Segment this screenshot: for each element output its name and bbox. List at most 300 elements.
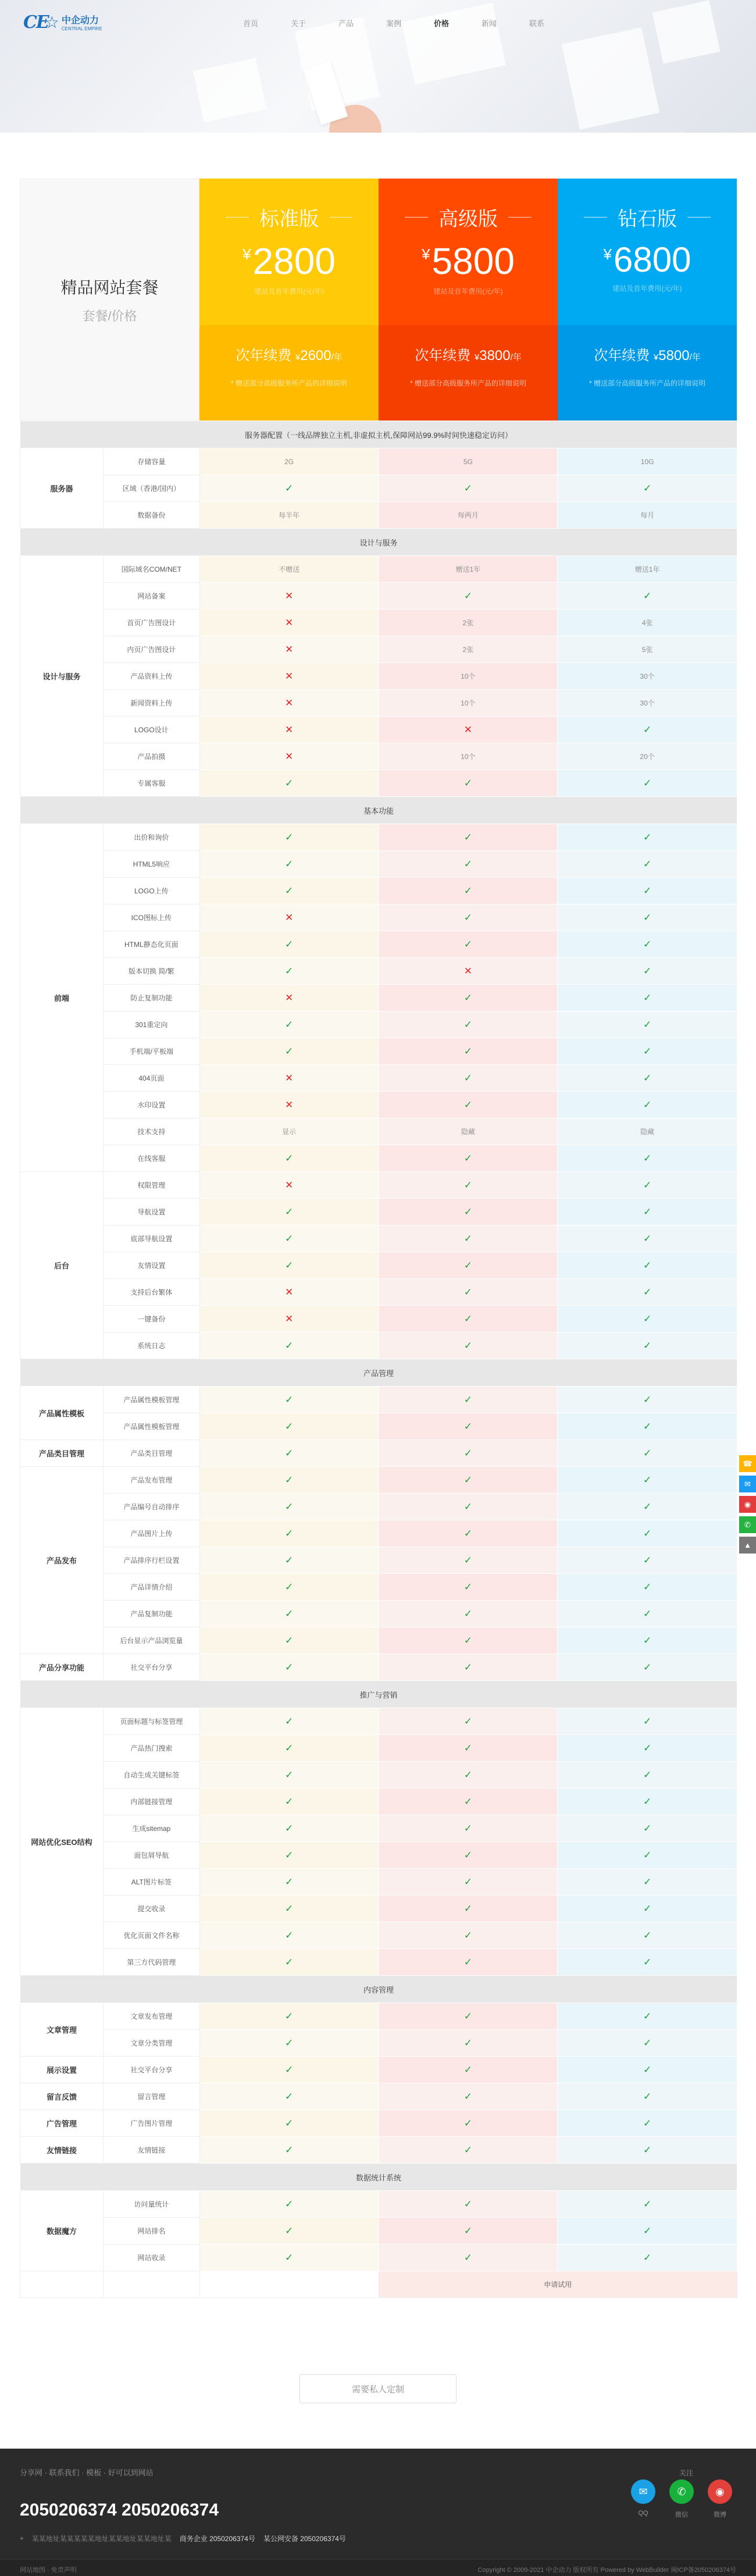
check-icon: ✓ xyxy=(643,2064,652,2075)
check-icon xyxy=(558,1520,737,1547)
check-icon xyxy=(199,1788,379,1815)
cross-icon: ✕ xyxy=(285,724,294,735)
category-cell: 展示设置 xyxy=(20,2057,104,2083)
check-icon xyxy=(558,1145,737,1172)
back-to-top-icon[interactable]: ▲ xyxy=(739,1537,756,1554)
table-row xyxy=(20,1332,737,1359)
feature-value xyxy=(379,610,558,636)
check-icon xyxy=(558,2057,737,2083)
header xyxy=(0,0,756,45)
check-icon xyxy=(379,475,558,502)
check-icon xyxy=(379,824,558,851)
check-icon: ✓ xyxy=(463,1474,472,1485)
section-header xyxy=(20,421,737,448)
feature-value-text: 5G xyxy=(463,457,473,466)
check-icon: ✓ xyxy=(285,1474,294,1485)
table-row xyxy=(20,2083,737,2110)
check-icon xyxy=(379,1225,558,1252)
feature-value-text: 隐藏 xyxy=(461,1128,475,1136)
custom-plan-button[interactable]: 需要私人定制 xyxy=(299,2374,457,2403)
plan-advanced[interactable] xyxy=(379,179,558,421)
feature-value-text: 2G xyxy=(284,457,294,466)
check-icon: ✓ xyxy=(643,724,652,735)
plan-renewal xyxy=(558,344,737,364)
check-icon xyxy=(379,770,558,797)
check-icon xyxy=(558,1306,737,1332)
check-icon xyxy=(379,1172,558,1199)
table-row xyxy=(20,931,737,958)
feature-value xyxy=(199,448,379,475)
feature-value-text: 4张 xyxy=(641,619,653,627)
check-icon xyxy=(379,931,558,958)
feature-name: 产品热门搜索 xyxy=(103,1735,199,1762)
nav-item[interactable]: 案例 xyxy=(386,19,401,28)
check-icon xyxy=(199,1601,379,1627)
feature-name: 网站备案 xyxy=(103,583,199,610)
logo-slogan: CENTRAL EMPIRE xyxy=(61,26,102,31)
feature-name: 文章分类管理 xyxy=(103,2030,199,2057)
check-icon: ✓ xyxy=(285,1152,294,1164)
section-title: 内容管理 xyxy=(20,1976,737,2003)
check-icon xyxy=(199,1896,379,1922)
check-icon: ✓ xyxy=(643,831,652,843)
cross-icon: ✕ xyxy=(285,670,294,682)
check-icon: ✓ xyxy=(463,1634,472,1646)
check-icon: ✓ xyxy=(643,1581,652,1592)
check-icon xyxy=(558,851,737,878)
feature-name: 产品资料上传 xyxy=(103,663,199,690)
check-icon: ✓ xyxy=(643,885,652,896)
table-row xyxy=(20,636,737,663)
feature-value xyxy=(558,636,737,663)
check-icon xyxy=(199,2083,379,2110)
wechat-icon[interactable]: ✆ xyxy=(739,1516,756,1533)
check-icon xyxy=(379,2191,558,2218)
check-icon xyxy=(379,1413,558,1440)
social-icon[interactable]: ✆ xyxy=(669,2479,694,2504)
check-icon xyxy=(199,770,379,797)
check-icon xyxy=(558,1896,737,1922)
category-cell: 数据魔方 xyxy=(20,2191,104,2271)
plan-price-value: 5800 xyxy=(432,240,515,282)
check-icon: ✓ xyxy=(285,1554,294,1566)
weibo-icon[interactable]: ◉ xyxy=(739,1496,756,1513)
check-icon: ✓ xyxy=(285,1715,294,1727)
table-row xyxy=(20,1547,737,1574)
check-icon: ✓ xyxy=(643,1849,652,1861)
check-icon: ✓ xyxy=(285,1608,294,1619)
renew-unit: /年 xyxy=(510,352,522,362)
check-icon: ✓ xyxy=(285,2225,294,2236)
check-icon: ✓ xyxy=(643,1259,652,1271)
check-icon: ✓ xyxy=(643,1394,652,1405)
empty-cell xyxy=(20,2271,104,2298)
feature-name: 产品属性模板管理 xyxy=(103,1387,199,1413)
plan-price xyxy=(558,240,737,280)
check-icon xyxy=(379,1949,558,1976)
social-icon[interactable]: ◉ xyxy=(708,2479,732,2504)
table-row xyxy=(20,958,737,985)
check-icon xyxy=(199,1815,379,1842)
cross-icon: ✕ xyxy=(285,697,294,708)
check-icon xyxy=(199,958,379,985)
feature-name: 新闻资料上传 xyxy=(103,690,199,717)
feature-name: ALT图片标签 xyxy=(103,1869,199,1896)
footer-phone: 2050206374 2050206374 xyxy=(20,2500,219,2520)
check-icon xyxy=(379,2244,558,2271)
renew-price: 2600 xyxy=(300,348,331,364)
renew-unit: /年 xyxy=(689,352,701,362)
check-icon: ✓ xyxy=(463,858,472,870)
check-icon: ✓ xyxy=(643,1045,652,1057)
nav-item[interactable]: 首页 xyxy=(243,19,258,28)
check-icon xyxy=(199,824,379,851)
currency-symbol: ¥ xyxy=(603,245,612,263)
check-icon xyxy=(379,1842,558,1869)
check-icon xyxy=(558,1494,737,1520)
feature-name: 页面标题与标签管理 xyxy=(103,1708,199,1735)
logo[interactable] xyxy=(23,8,102,36)
qq-icon[interactable]: ✉ xyxy=(739,1476,756,1492)
footer-links[interactable]: 分享网 · 联系我们 · 模板 · 好可以到网站 xyxy=(20,2468,154,2477)
feature-name: 底部导航设置 xyxy=(103,1225,199,1252)
table-row xyxy=(20,1065,737,1092)
check-icon xyxy=(379,2083,558,2110)
feature-name: 友情链接 xyxy=(103,2137,199,2164)
feature-name: 一键备份 xyxy=(103,1306,199,1332)
hand-image xyxy=(329,105,381,133)
nav-item[interactable]: 产品 xyxy=(338,19,354,28)
table-row xyxy=(20,1520,737,1547)
check-icon xyxy=(199,1520,379,1547)
cross-icon xyxy=(199,904,379,931)
table-row xyxy=(20,1949,737,1976)
check-icon: ✓ xyxy=(643,938,652,950)
check-icon xyxy=(379,1735,558,1762)
feature-name: 提交收录 xyxy=(103,1896,199,1922)
check-icon xyxy=(558,2137,737,2164)
cross-icon xyxy=(379,958,558,985)
table-row xyxy=(20,770,737,797)
category-cell: 友情链接 xyxy=(20,2137,104,2164)
plan-standard[interactable] xyxy=(199,179,379,421)
feature-name: 出价和询价 xyxy=(103,824,199,851)
check-icon: ✓ xyxy=(643,1956,652,1968)
check-icon xyxy=(379,2110,558,2137)
check-icon xyxy=(379,1627,558,1654)
check-icon xyxy=(558,1601,737,1627)
check-icon xyxy=(558,1252,737,1279)
check-icon: ✓ xyxy=(643,1608,652,1619)
check-icon: ✓ xyxy=(463,1501,472,1512)
cross-icon xyxy=(199,1306,379,1332)
feature-value xyxy=(379,636,558,663)
check-icon xyxy=(558,958,737,985)
check-icon xyxy=(199,1708,379,1735)
section-title: 服务器配置（一线品牌独立主机,非虚拟主机,保障网站99.9%时间快速稳定访问） xyxy=(20,421,737,448)
check-icon: ✓ xyxy=(463,1313,472,1324)
feature-value-text: 2张 xyxy=(462,646,474,654)
table-row xyxy=(20,475,737,502)
check-icon: ✓ xyxy=(285,1929,294,1941)
feature-name: 权限管理 xyxy=(103,1172,199,1199)
feature-value xyxy=(379,556,558,583)
plan-name: 钻石版 xyxy=(558,203,737,231)
phone-icon[interactable]: ☎ xyxy=(739,1455,756,1472)
table-row xyxy=(20,690,737,717)
plan-note: * 赠送部分高级服务所产品的详细说明 xyxy=(230,379,347,387)
check-icon xyxy=(558,1627,737,1654)
feature-name: 产品复制功能 xyxy=(103,1601,199,1627)
check-icon xyxy=(379,1065,558,1092)
check-icon xyxy=(558,1332,737,1359)
feature-value xyxy=(558,1118,737,1145)
feature-name: 国际域名COM/NET xyxy=(103,556,199,583)
check-icon xyxy=(199,2110,379,2137)
feature-value xyxy=(379,1118,558,1145)
check-icon: ✓ xyxy=(463,1527,472,1539)
nav-item[interactable]: 新闻 xyxy=(481,19,497,28)
table-row xyxy=(20,1118,737,1145)
feature-name: 404页面 xyxy=(103,1065,199,1092)
check-icon xyxy=(379,1869,558,1896)
check-icon xyxy=(558,1225,737,1252)
category-cell: 产品类目管理 xyxy=(20,1440,104,1467)
check-icon: ✓ xyxy=(285,1259,294,1271)
social-link[interactable] xyxy=(631,2479,655,2519)
check-icon: ✓ xyxy=(643,1179,652,1191)
check-icon: ✓ xyxy=(643,992,652,1003)
check-icon xyxy=(379,2218,558,2244)
check-icon: ✓ xyxy=(463,590,472,601)
check-icon xyxy=(199,1949,379,1976)
social-label: 微博 xyxy=(714,2511,726,2518)
check-icon: ✓ xyxy=(643,1876,652,1887)
feature-value xyxy=(558,663,737,690)
feature-comparison-table xyxy=(20,421,737,2298)
check-icon: ✓ xyxy=(285,1581,294,1592)
feature-value-text: 赠送1年 xyxy=(455,565,481,573)
hero-shape xyxy=(193,58,266,123)
feature-name: 产品发布管理 xyxy=(103,1467,199,1494)
cross-icon xyxy=(199,717,379,743)
social-link[interactable] xyxy=(708,2479,732,2519)
section-title: 产品管理 xyxy=(20,1359,737,1387)
plan-note: * 赠送部分高级服务所产品的详细说明 xyxy=(409,379,526,387)
feature-name: 优化页面文件名称 xyxy=(103,1922,199,1949)
table-row xyxy=(20,1172,737,1199)
check-icon xyxy=(558,1708,737,1735)
table-row xyxy=(20,502,737,529)
check-icon: ✓ xyxy=(643,1501,652,1512)
check-icon: ✓ xyxy=(285,1822,294,1834)
footer-bottom-links[interactable]: 网站地图 · 免责声明 xyxy=(20,2567,77,2574)
cross-icon: ✕ xyxy=(463,965,472,977)
table-row xyxy=(20,1467,737,1494)
check-icon xyxy=(558,717,737,743)
feature-value-text: 每月 xyxy=(640,511,655,519)
check-icon: ✓ xyxy=(643,911,652,923)
table-row xyxy=(20,2030,737,2057)
footer-address xyxy=(20,2534,346,2543)
table-row xyxy=(20,904,737,931)
currency-symbol: ¥ xyxy=(653,352,659,362)
check-icon xyxy=(199,2003,379,2030)
star-icon: ☆ xyxy=(44,13,59,31)
table-row xyxy=(20,2218,737,2244)
check-icon: ✓ xyxy=(285,2090,294,2102)
check-icon xyxy=(558,931,737,958)
police-record[interactable]: 某公网安备 2050206374号 xyxy=(263,2535,346,2543)
table-row xyxy=(20,851,737,878)
check-icon: ✓ xyxy=(463,2010,472,2022)
category-cell: 网站优化SEO结构 xyxy=(20,1708,104,1976)
check-icon: ✓ xyxy=(285,965,294,977)
check-icon: ✓ xyxy=(285,1634,294,1646)
plan-top xyxy=(558,179,737,325)
check-icon: ✓ xyxy=(463,1286,472,1298)
plan-diamond[interactable] xyxy=(558,179,737,421)
renew-label: 次年续费 xyxy=(236,348,292,364)
apply-row xyxy=(20,2271,737,2298)
check-icon: ✓ xyxy=(285,1394,294,1405)
check-icon xyxy=(558,985,737,1011)
check-icon: ✓ xyxy=(463,1394,472,1405)
cross-icon xyxy=(199,1172,379,1199)
check-icon xyxy=(558,1788,737,1815)
check-icon: ✓ xyxy=(463,1769,472,1780)
check-icon: ✓ xyxy=(643,1554,652,1566)
check-icon: ✓ xyxy=(643,2251,652,2263)
cross-icon xyxy=(199,690,379,717)
table-row xyxy=(20,1011,737,1038)
empty-cell xyxy=(103,2271,199,2298)
check-icon xyxy=(379,1494,558,1520)
nav-item[interactable]: 联系 xyxy=(529,19,544,28)
check-icon: ✓ xyxy=(285,2037,294,2048)
social-icon[interactable]: ✉ xyxy=(631,2479,655,2504)
check-icon xyxy=(199,1252,379,1279)
social-link[interactable] xyxy=(669,2479,694,2519)
check-icon: ✓ xyxy=(285,1339,294,1351)
table-row xyxy=(20,2003,737,2030)
category-cell: 文章管理 xyxy=(20,2003,104,2057)
feature-name: 存储容量 xyxy=(103,448,199,475)
check-icon xyxy=(558,1654,737,1681)
check-icon: ✓ xyxy=(463,1232,472,1244)
check-icon xyxy=(558,583,737,610)
check-icon: ✓ xyxy=(643,1099,652,1110)
check-icon xyxy=(558,1011,737,1038)
check-icon xyxy=(558,904,737,931)
check-icon: ✓ xyxy=(643,2198,652,2210)
table-row xyxy=(20,1788,737,1815)
feature-name: 访问量统计 xyxy=(103,2191,199,2218)
check-icon: ✓ xyxy=(463,1715,472,1727)
cross-icon xyxy=(199,610,379,636)
table-row xyxy=(20,1225,737,1252)
cross-icon: ✕ xyxy=(285,590,294,601)
check-icon xyxy=(379,1092,558,1118)
table-row xyxy=(20,1199,737,1225)
category-cell: 设计与服务 xyxy=(20,556,104,797)
category-cell: 后台 xyxy=(20,1172,104,1359)
check-icon: ✓ xyxy=(463,885,472,896)
plan-price-caption: 建站及首年费用(元/年) xyxy=(612,284,682,293)
check-icon: ✓ xyxy=(463,1339,472,1351)
feature-value xyxy=(379,502,558,529)
feature-value-text: 20个 xyxy=(640,753,655,761)
logo-mark: CE xyxy=(23,12,48,33)
feature-value xyxy=(379,743,558,770)
check-icon xyxy=(199,1145,379,1172)
social-label: 微信 xyxy=(675,2511,688,2518)
table-row xyxy=(20,1896,737,1922)
cross-icon: ✕ xyxy=(285,750,294,762)
apply-trial-link[interactable]: 申请试用 xyxy=(379,2271,737,2298)
check-icon xyxy=(199,1440,379,1467)
check-icon: ✓ xyxy=(285,1956,294,1968)
check-icon: ✓ xyxy=(463,1661,472,1673)
section-header xyxy=(20,797,737,824)
check-icon: ✓ xyxy=(463,1099,472,1110)
check-icon xyxy=(558,1842,737,1869)
check-icon xyxy=(379,1199,558,1225)
check-icon: ✓ xyxy=(643,1286,652,1298)
check-icon xyxy=(199,475,379,502)
check-icon xyxy=(379,1788,558,1815)
check-icon: ✓ xyxy=(643,1902,652,1914)
category-cell: 产品发布 xyxy=(20,1467,104,1654)
check-icon xyxy=(558,1413,737,1440)
feature-name: 后台显示产品浏览量 xyxy=(103,1627,199,1654)
currency-symbol: ¥ xyxy=(295,352,301,362)
check-icon xyxy=(379,1038,558,1065)
table-row xyxy=(20,1413,737,1440)
nav-item[interactable]: 价格 xyxy=(433,19,449,28)
feature-value xyxy=(199,1118,379,1145)
check-icon xyxy=(558,1547,737,1574)
cross-icon xyxy=(199,583,379,610)
feature-value xyxy=(558,610,737,636)
check-icon xyxy=(558,1574,737,1601)
check-icon: ✓ xyxy=(463,1902,472,1914)
feature-name: 区域（香港/国内） xyxy=(103,475,199,502)
feature-name: 系统日志 xyxy=(103,1332,199,1359)
check-icon: ✓ xyxy=(463,1206,472,1217)
icp-record[interactable]: 商务企业 2050206374号 xyxy=(179,2535,255,2543)
feature-value-text: 赠送1年 xyxy=(634,565,660,573)
feature-value xyxy=(558,743,737,770)
table-row xyxy=(20,1145,737,1172)
check-icon: ✓ xyxy=(463,1420,472,1432)
check-icon: ✓ xyxy=(463,1929,472,1941)
feature-value xyxy=(558,502,737,529)
check-icon xyxy=(379,2030,558,2057)
table-row xyxy=(20,1654,737,1681)
cross-icon: ✕ xyxy=(285,1072,294,1084)
plan-name: 高级版 xyxy=(379,203,558,231)
check-icon: ✓ xyxy=(643,1232,652,1244)
follow-label: 关注 xyxy=(679,2469,694,2477)
check-icon: ✓ xyxy=(643,1742,652,1754)
check-icon xyxy=(379,1387,558,1413)
plan-bottom xyxy=(558,325,737,421)
logo-name: 中企动力 xyxy=(61,16,99,26)
check-icon xyxy=(199,878,379,904)
feature-name: 产品属性模板管理 xyxy=(103,1413,199,1440)
nav-item[interactable]: 关于 xyxy=(290,19,306,28)
